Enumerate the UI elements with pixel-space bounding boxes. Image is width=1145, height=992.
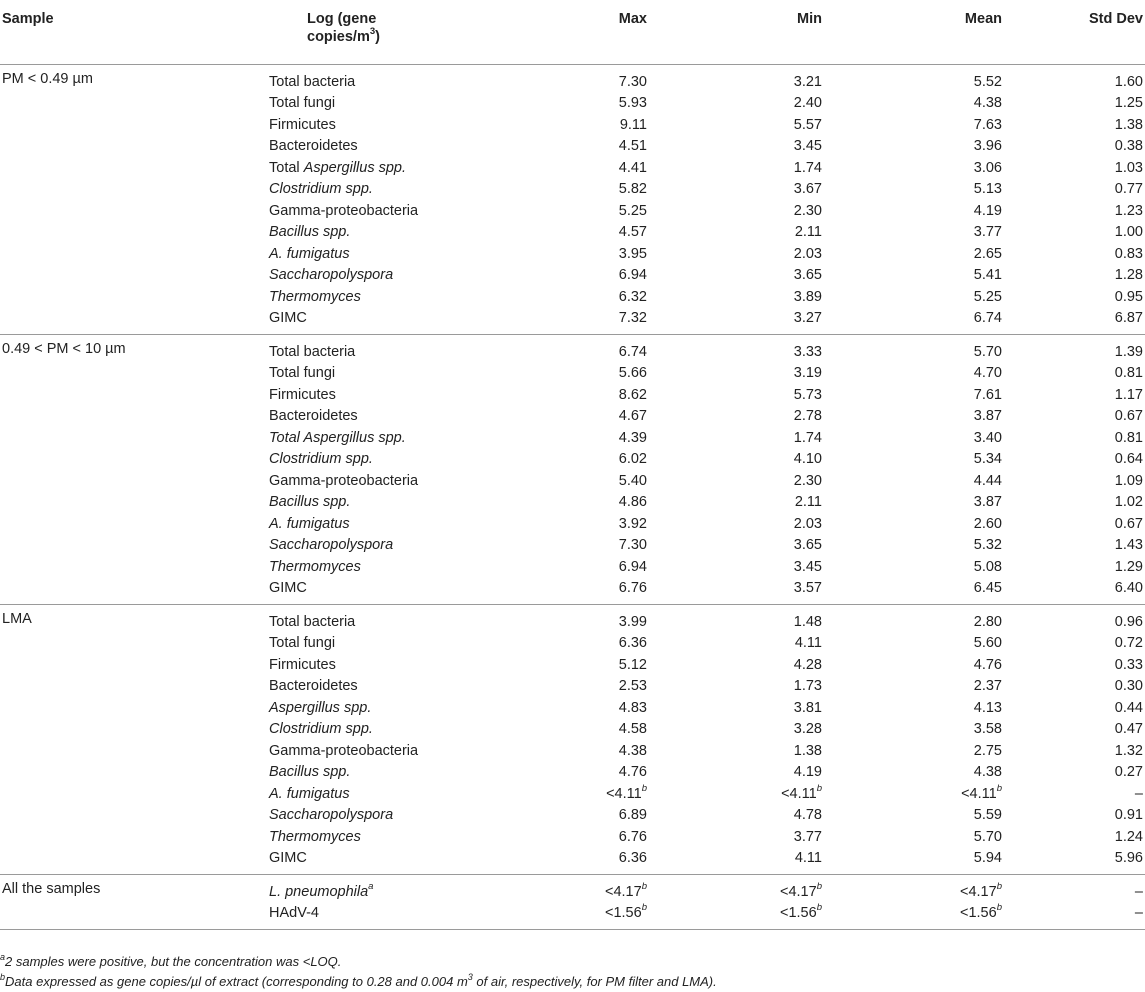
sd-cell: 0.81 [1114, 429, 1143, 446]
table-row [0, 286, 1145, 308]
sd-cell: 0.96 [1114, 613, 1143, 630]
organism-cell: HAdV-4 [260, 903, 527, 930]
max-cell: 4.67 [618, 408, 647, 425]
sample-cell [0, 903, 260, 930]
sample-cell [0, 406, 260, 428]
mean-cell: 4.19 [973, 202, 1002, 219]
sd-cell: 0.30 [1114, 678, 1143, 695]
mean-cell: 4.76 [973, 656, 1002, 673]
min-cell: 3.45 [793, 558, 822, 575]
sample-cell [0, 449, 260, 471]
sample-cell [0, 513, 260, 535]
max-cell: 7.32 [527, 308, 647, 335]
organism-cell: GIMC [260, 848, 527, 875]
mean-cell: 4.44 [973, 472, 1002, 489]
table-row [0, 265, 1145, 287]
mean-cell: 5.25 [973, 288, 1002, 305]
min-cell: 1.74 [793, 159, 822, 176]
sample-cell [0, 470, 260, 492]
organism-cell: Aspergillus spp. [269, 699, 372, 716]
sd-cell: 1.32 [1114, 742, 1143, 759]
table-row [0, 308, 1145, 335]
mean-cell: <4.17$^b$ [960, 880, 1002, 900]
min-cell: 4.10 [793, 451, 822, 468]
mean-cell: 3.40 [973, 429, 1002, 446]
min-cell: 3.77 [793, 828, 822, 845]
min-cell: 3.28 [793, 721, 822, 738]
sd-cell: 1.09 [1114, 472, 1143, 489]
min-cell: 2.11 [794, 224, 822, 241]
min-cell: 3.65 [793, 267, 822, 284]
sd-cell: 0.47 [1114, 721, 1143, 738]
max-cell: 6.76 [527, 578, 647, 605]
table-row [0, 719, 1145, 741]
organism-cell: Firmicutes [269, 656, 336, 673]
mean-cell: 2.60 [973, 515, 1002, 532]
sample-cell [0, 535, 260, 557]
sample-cell [0, 740, 260, 762]
organism-cell: Thermomyces [269, 558, 361, 575]
sample-cell: All the samples [2, 881, 101, 897]
sd-cell: 0.77 [1114, 181, 1143, 198]
mean-cell: 5.60 [973, 635, 1002, 652]
min-cell: 3.21 [793, 73, 822, 90]
table-row [0, 903, 1145, 930]
table-row [0, 805, 1145, 827]
max-cell: 6.89 [618, 807, 647, 824]
sample-cell [0, 654, 260, 676]
sd-cell: 5.96 [1002, 848, 1145, 875]
table-row [0, 848, 1145, 875]
max-cell: 4.39 [618, 429, 647, 446]
organism-cell: Bacillus spp. [269, 224, 351, 241]
mean-cell: 5.08 [973, 558, 1002, 575]
sd-cell: 6.40 [1002, 578, 1145, 605]
organism-cell: Total fungi [269, 365, 336, 382]
sample-cell [0, 826, 260, 848]
min-cell: 2.11 [794, 494, 822, 511]
organism-cell: A. fumigatus [269, 785, 350, 802]
sample-cell [0, 286, 260, 308]
mean-cell: 4.38 [973, 764, 1002, 781]
sd-cell: 1.24 [1114, 828, 1143, 845]
max-cell: 5.12 [618, 656, 647, 673]
min-cell: <1.56$^b$ [647, 903, 822, 930]
max-cell: <1.56$^b$ [527, 903, 647, 930]
min-cell: 3.57 [647, 578, 822, 605]
max-cell: 4.57 [618, 224, 647, 241]
sd-cell: 1.38 [1114, 116, 1143, 133]
max-cell: 6.94 [618, 267, 647, 284]
sd-cell: 1.17 [1114, 386, 1143, 403]
organism-cell: Gamma-proteobacteria [269, 202, 419, 219]
mean-cell: 5.70 [973, 343, 1002, 360]
table-row [0, 427, 1145, 449]
min-cell: 4.28 [793, 656, 822, 673]
mean-cell: 2.37 [973, 678, 1002, 695]
organism-cell: Firmicutes [269, 386, 336, 403]
mean-cell: 2.80 [973, 613, 1002, 630]
organism-cell: GIMC [260, 308, 527, 335]
table-row [0, 826, 1145, 848]
max-cell: 5.25 [618, 202, 647, 219]
sd-cell: – [1002, 903, 1145, 930]
organism-cell: Bacteroidetes [269, 678, 358, 695]
sample-cell [0, 556, 260, 578]
sample-cell [0, 762, 260, 784]
sample-cell [0, 93, 260, 115]
header-mean: Mean [822, 0, 1002, 65]
footnote-b: $^b$Data expressed as gene copies/µl of extract (corresponding to 0.28 and 0.004 $m^3$ of air, respectively, for PM filter and LMA). [0, 971, 717, 989]
max-cell: 4.76 [618, 764, 647, 781]
sample-cell [0, 697, 260, 719]
mean-cell: 3.06 [973, 159, 1002, 176]
max-cell: 9.11 [619, 116, 647, 133]
organism-cell: GIMC [260, 578, 527, 605]
table-row [0, 93, 1145, 115]
min-cell: 5.73 [793, 386, 822, 403]
min-cell: 2.78 [793, 408, 822, 425]
min-cell: 3.89 [793, 288, 822, 305]
mean-cell: 5.13 [973, 181, 1002, 198]
header-max: Max [527, 0, 647, 65]
organism-cell: Bacillus spp. [269, 764, 351, 781]
table-row [0, 65, 1145, 93]
header-sample: Sample [0, 0, 260, 65]
table-row [0, 335, 1145, 363]
table-row [0, 697, 1145, 719]
mean-cell: 3.87 [973, 408, 1002, 425]
sample-cell: 0.49 < PM < 10 µm [2, 341, 126, 357]
sample-cell [0, 676, 260, 698]
table-row [0, 633, 1145, 655]
organism-cell: Clostridium spp. [269, 721, 373, 738]
sample-cell: LMA [2, 611, 32, 627]
mean-cell: 3.96 [973, 138, 1002, 155]
min-cell: 4.19 [793, 764, 822, 781]
sd-cell: 1.39 [1114, 343, 1143, 360]
mean-cell: 7.63 [973, 116, 1002, 133]
min-cell: 4.78 [793, 807, 822, 824]
sample-cell [0, 179, 260, 201]
sample-cell [0, 308, 260, 335]
mean-cell: 5.34 [973, 451, 1002, 468]
table-row [0, 406, 1145, 428]
table-row [0, 136, 1145, 158]
max-cell: 4.86 [618, 494, 647, 511]
sd-cell: 1.02 [1114, 494, 1143, 511]
min-cell: <4.17$^b$ [780, 880, 822, 900]
max-cell: 4.51 [618, 138, 647, 155]
max-cell: 5.93 [618, 95, 647, 112]
sd-cell: 0.27 [1114, 764, 1143, 781]
header-min: Min [647, 0, 822, 65]
max-cell: 7.30 [618, 73, 647, 90]
organism-cell: Total fungi [269, 635, 336, 652]
table-row [0, 114, 1145, 136]
sample-cell [0, 363, 260, 385]
min-cell: 2.30 [793, 202, 822, 219]
table-row [0, 384, 1145, 406]
organism-cell: Gamma-proteobacteria [269, 742, 419, 759]
min-cell: 1.73 [793, 678, 822, 695]
organism-cell: Total bacteria [269, 613, 356, 630]
header-log-units: Log (gene copies/$m^3$) [260, 0, 527, 65]
table-row [0, 605, 1145, 633]
max-cell: 6.94 [618, 558, 647, 575]
sd-cell: 0.81 [1114, 365, 1143, 382]
organism-cell: A. fumigatus [269, 245, 350, 262]
organism-cell: Thermomyces [269, 828, 361, 845]
organism-cell: Saccharopolyspora [269, 537, 394, 554]
organism-cell: Total fungi [269, 95, 336, 112]
min-cell: 2.03 [793, 245, 822, 262]
mean-cell: 4.70 [973, 365, 1002, 382]
organism-cell: Clostridium spp. [269, 181, 373, 198]
mean-cell: 5.59 [973, 807, 1002, 824]
max-cell: <4.17$^b$ [605, 880, 647, 900]
min-cell: 3.65 [793, 537, 822, 554]
sd-cell: 0.91 [1114, 807, 1143, 824]
table-row [0, 875, 1145, 903]
sample-cell [0, 492, 260, 514]
max-cell: 6.36 [527, 848, 647, 875]
sd-cell: 0.67 [1114, 408, 1143, 425]
max-cell: 2.53 [618, 678, 647, 695]
header-row [0, 0, 1145, 65]
organism-cell: Total Aspergillus spp. [269, 429, 406, 446]
max-cell: 4.83 [618, 699, 647, 716]
max-cell: 3.95 [618, 245, 647, 262]
mean-cell: 3.87 [973, 494, 1002, 511]
organism-cell: Saccharopolyspora [269, 267, 394, 284]
sd-cell: 0.44 [1114, 699, 1143, 716]
table-row [0, 222, 1145, 244]
sd-cell: – [1134, 785, 1143, 802]
organism-cell: Firmicutes [269, 116, 336, 133]
max-cell: 3.99 [618, 613, 647, 630]
table-body [0, 65, 1145, 930]
max-cell: 6.02 [618, 451, 647, 468]
sample-cell [0, 265, 260, 287]
min-cell: 3.81 [793, 699, 822, 716]
mean-cell: 5.32 [973, 537, 1002, 554]
table-row [0, 363, 1145, 385]
max-cell: 5.66 [618, 365, 647, 382]
max-cell: 4.38 [618, 742, 647, 759]
sample-cell [0, 719, 260, 741]
sample-cell [0, 783, 260, 805]
mean-cell: 5.52 [973, 73, 1002, 90]
sd-cell: 0.72 [1114, 635, 1143, 652]
organism-cell: Gamma-proteobacteria [269, 472, 419, 489]
table-row [0, 200, 1145, 222]
table-row [0, 449, 1145, 471]
mean-cell: 5.94 [822, 848, 1002, 875]
table-row [0, 556, 1145, 578]
sd-cell: 0.83 [1114, 245, 1143, 262]
max-cell: 6.36 [618, 635, 647, 652]
min-cell: 2.03 [793, 515, 822, 532]
min-cell: 2.40 [793, 95, 822, 112]
mean-cell: 3.58 [973, 721, 1002, 738]
mean-cell: 2.75 [973, 742, 1002, 759]
sample-cell: PM < 0.49 µm [2, 71, 93, 87]
mean-cell: 4.13 [973, 699, 1002, 716]
min-cell: <4.11$^b$ [781, 782, 822, 802]
sd-cell: 1.29 [1114, 558, 1143, 575]
mean-cell: 6.45 [822, 578, 1002, 605]
organism-cell: Bacteroidetes [269, 408, 358, 425]
sd-cell: 1.43 [1114, 537, 1143, 554]
mean-cell: 4.38 [973, 95, 1002, 112]
mean-cell: 6.74 [822, 308, 1002, 335]
organism-cell: Thermomyces [269, 288, 361, 305]
min-cell: 3.67 [793, 181, 822, 198]
organism-cell: Saccharopolyspora [269, 807, 394, 824]
organism-cell: A. fumigatus [269, 515, 350, 532]
mean-cell: 5.41 [973, 267, 1002, 284]
min-cell: 3.33 [793, 343, 822, 360]
min-cell: 5.57 [793, 116, 822, 133]
table-row [0, 676, 1145, 698]
max-cell: 6.74 [618, 343, 647, 360]
min-cell: 1.48 [793, 613, 822, 630]
mean-cell: <1.56$^b$ [822, 903, 1002, 930]
sd-cell: 0.95 [1114, 288, 1143, 305]
footnote-a: $^a$2 samples were positive, but the concentration was <LOQ. [0, 951, 342, 969]
max-cell: <4.11$^b$ [606, 782, 647, 802]
sd-cell: 1.28 [1114, 267, 1143, 284]
max-cell: 5.82 [618, 181, 647, 198]
min-cell: 3.27 [647, 308, 822, 335]
table-row [0, 243, 1145, 265]
table-row [0, 654, 1145, 676]
min-cell: 1.74 [793, 429, 822, 446]
max-cell: 7.30 [618, 537, 647, 554]
max-cell: 5.40 [618, 472, 647, 489]
mean-cell: 7.61 [973, 386, 1002, 403]
sample-cell [0, 114, 260, 136]
sample-cell [0, 243, 260, 265]
table-row [0, 578, 1145, 605]
organism-cell: Bacteroidetes [269, 138, 358, 155]
table-row [0, 492, 1145, 514]
mean-cell: <4.11$^b$ [961, 782, 1002, 802]
max-cell: 6.32 [618, 288, 647, 305]
organism-cell: L. pneumophila$^a$ [269, 880, 374, 900]
sample-cell [0, 200, 260, 222]
sample-cell [0, 384, 260, 406]
sample-cell [0, 578, 260, 605]
sample-cell [0, 805, 260, 827]
sample-cell [0, 222, 260, 244]
mean-cell: 2.65 [973, 245, 1002, 262]
sample-cell [0, 848, 260, 875]
organism-cell: Total bacteria [269, 73, 356, 90]
organism-cell: Total bacteria [269, 343, 356, 360]
max-cell: 4.41 [618, 159, 647, 176]
max-cell: 6.76 [618, 828, 647, 845]
min-cell: 3.19 [793, 365, 822, 382]
max-cell: 4.58 [618, 721, 647, 738]
footnotes [0, 952, 717, 992]
organism-cell: Total Aspergillus spp. [269, 159, 407, 176]
max-cell: 3.92 [618, 515, 647, 532]
sd-cell: 6.87 [1002, 308, 1145, 335]
table-row [0, 762, 1145, 784]
table-row [0, 513, 1145, 535]
min-cell: 1.38 [793, 742, 822, 759]
max-cell: 8.62 [618, 386, 647, 403]
sample-cell [0, 427, 260, 449]
sd-cell: 0.33 [1114, 656, 1143, 673]
sample-cell [0, 136, 260, 158]
sd-cell: 0.64 [1114, 451, 1143, 468]
min-cell: 3.45 [793, 138, 822, 155]
sd-cell: 1.00 [1114, 224, 1143, 241]
organism-cell: Clostridium spp. [269, 451, 373, 468]
sd-cell: 1.25 [1114, 95, 1143, 112]
sample-cell [0, 633, 260, 655]
mean-cell: 3.77 [973, 224, 1002, 241]
header-std-dev: Std Dev [1002, 0, 1145, 65]
table-row [0, 179, 1145, 201]
mean-cell: 5.70 [973, 828, 1002, 845]
table-row [0, 783, 1145, 805]
sd-cell: 1.03 [1114, 159, 1143, 176]
min-cell: 4.11 [794, 635, 822, 652]
table-row [0, 470, 1145, 492]
sd-cell: – [1134, 883, 1143, 900]
sd-cell: 1.23 [1114, 202, 1143, 219]
organism-cell: Bacillus spp. [269, 494, 351, 511]
sd-cell: 0.38 [1114, 138, 1143, 155]
sample-cell [0, 157, 260, 179]
sd-cell: 0.67 [1114, 515, 1143, 532]
table-row [0, 157, 1145, 179]
table-row [0, 535, 1145, 557]
table-row [0, 740, 1145, 762]
min-cell: 4.11 [647, 848, 822, 875]
sd-cell: 1.60 [1114, 73, 1143, 90]
min-cell: 2.30 [793, 472, 822, 489]
